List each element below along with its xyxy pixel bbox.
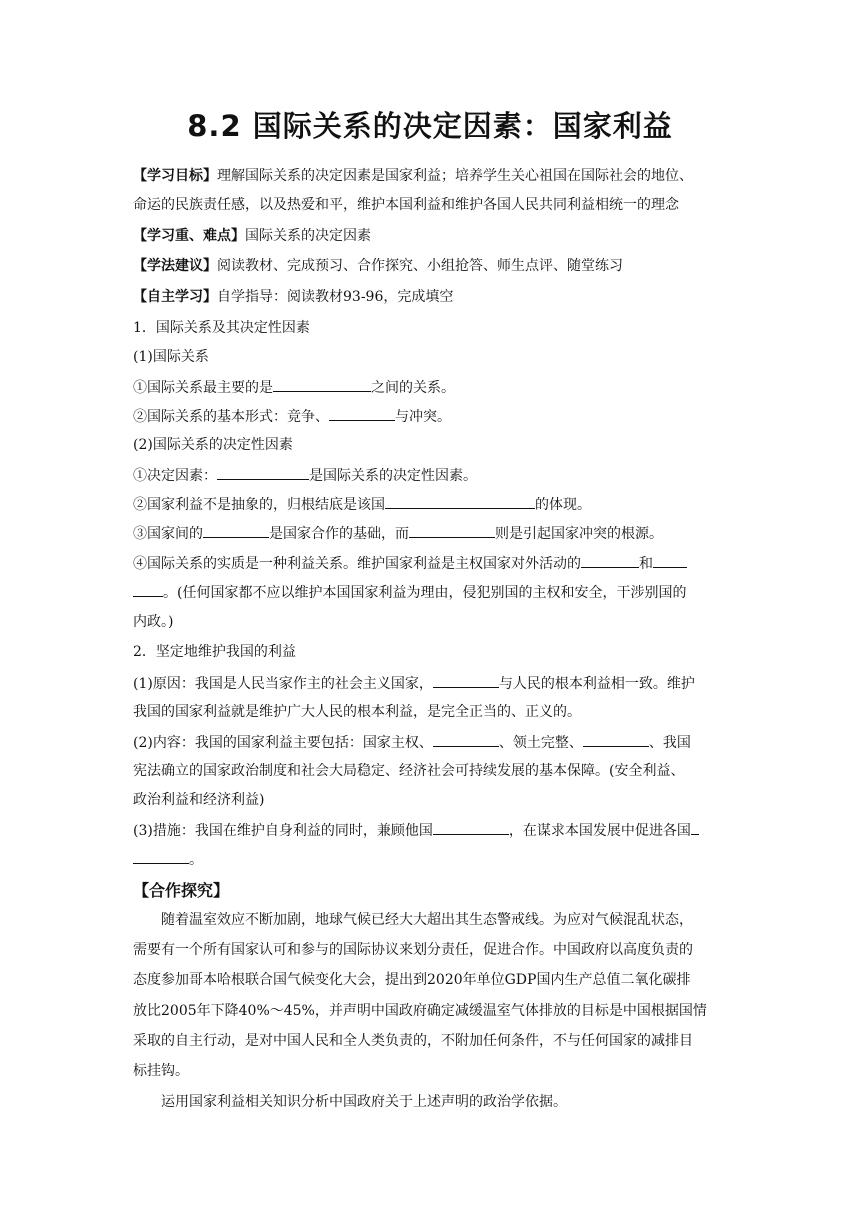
focus-label: 【学习重、难点】 bbox=[133, 228, 245, 244]
blank-13-part-2[interactable] bbox=[133, 849, 189, 864]
method-text: 阅读教材、完成预习、合作探究、小组抢答、师生点评、随堂练习 bbox=[217, 258, 623, 274]
method-line bbox=[133, 256, 733, 276]
content-text-d: 宪法确立的国家政治制度和社会大局稳定、经济社会可持续发展的基本保障。(安全利益、 bbox=[133, 763, 685, 779]
content-text-b: 、领土完整、 bbox=[498, 735, 583, 751]
blank-8-part-1[interactable] bbox=[653, 553, 687, 568]
item-6-text-c: 。(任何国家都不应以维护本国国家利益为理由，侵犯别国的主权和安全，干涉别国的 bbox=[163, 585, 687, 601]
content-text-e: 政治利益和经济利益) bbox=[133, 792, 265, 808]
reason-text-b: 与人民的根本利益相一致。维护 bbox=[498, 676, 695, 692]
item-2 bbox=[133, 406, 733, 427]
item-3 bbox=[133, 465, 733, 486]
goal-label: 【学习目标】 bbox=[133, 168, 217, 184]
item-2-text-b: 与冲突。 bbox=[395, 409, 451, 425]
section-1-sub-1: (1)国际关系 bbox=[133, 349, 209, 365]
item-1-text-b: 之间的关系。 bbox=[371, 380, 455, 396]
blank-3[interactable] bbox=[217, 465, 309, 480]
method-label: 【学法建议】 bbox=[133, 258, 217, 274]
coop-paragraph-line-2: 需要有一个所有国家认可和参与的国际协议来划分责任，促进合作。中国政府以高度负责的 bbox=[133, 942, 693, 958]
page-title: 8.2 国际关系的决定因素：国家利益 bbox=[187, 109, 673, 143]
item-4 bbox=[133, 494, 733, 515]
coop-label: 【合作探究】 bbox=[133, 881, 230, 900]
measure-text-c: 。 bbox=[189, 852, 203, 868]
content-line-1 bbox=[133, 732, 733, 753]
measure-line-2 bbox=[133, 849, 733, 870]
reason-text-a: (1)原因：我国是人民当家作主的社会主义国家， bbox=[133, 676, 433, 692]
blank-11[interactable] bbox=[583, 732, 649, 747]
coop-paragraph-line-4: 放比2005年下降40%～45%，并声明中国政府确定减缓温室气体排放的目标是中国根据国情 bbox=[133, 1003, 707, 1019]
item-2-text-a: ②国际关系的基本形式：竞争、 bbox=[133, 409, 329, 425]
item-3-text-b: 是国际关系的决定性因素。 bbox=[309, 468, 477, 484]
item-1-text-a: ①国际关系最主要的是 bbox=[133, 380, 273, 396]
self-study-label: 【自主学习】 bbox=[133, 289, 217, 305]
blank-13-part-1[interactable] bbox=[691, 820, 699, 835]
blank-12[interactable] bbox=[433, 820, 509, 835]
coop-paragraph-line-3: 态度参加哥本哈根联合国气候变化大会，提出到2020年单位GDP国内生产总值二氧化碳排 bbox=[133, 972, 691, 988]
goal-text-1: 理解国际关系的决定因素是国家利益；培养学生关心祖国在国际社会的地位、 bbox=[217, 168, 693, 184]
content-text-c: 、我国 bbox=[648, 735, 691, 751]
content-text-a: (2)内容：我国的国家利益主要包括：国家主权、 bbox=[133, 735, 433, 751]
item-6-text-d: 内政。) bbox=[133, 614, 174, 630]
item-3-text-a: ①决定因素： bbox=[133, 468, 217, 484]
goal-text-2: 命运的民族责任感，以及热爱和平，维护本国利益和维护各国人民共同利益相统一的理念 bbox=[133, 197, 679, 213]
goal-line-1 bbox=[133, 166, 733, 186]
reason-text-c: 我国的国家利益就是维护广大人民的根本利益，是完全正当的、正义的。 bbox=[133, 704, 581, 720]
item-4-text-a: ②国家利益不是抽象的，归根结底是该国 bbox=[133, 497, 385, 513]
coop-question: 运用国家利益相关知识分析中国政府关于上述声明的政治学依据。 bbox=[161, 1094, 567, 1110]
item-6-cont bbox=[133, 582, 733, 603]
blank-10[interactable] bbox=[433, 732, 499, 747]
self-study-text: 自学指导：阅读教材93-96，完成填空 bbox=[217, 289, 454, 305]
item-4-text-b: 的体现。 bbox=[535, 497, 591, 513]
blank-1[interactable] bbox=[273, 377, 371, 392]
focus-text: 国际关系的决定因素 bbox=[245, 228, 371, 244]
item-6-text-b: 和 bbox=[639, 556, 653, 572]
coop-paragraph-line-5: 采取的自主行动，是对中国人民和全人类负责的，不附加任何条件，不与任何国家的减排目 bbox=[133, 1033, 693, 1049]
measure-text-a: (3)措施：我国在维护自身利益的同时，兼顾他国 bbox=[133, 823, 433, 839]
section-1-heading: 1．国际关系及其决定性因素 bbox=[133, 320, 310, 336]
reason-line-1 bbox=[133, 673, 733, 694]
blank-2[interactable] bbox=[329, 406, 395, 421]
focus-line bbox=[133, 226, 733, 246]
item-6-text-a: ④国际关系的实质是一种利益关系。维护国家利益是主权国家对外活动的 bbox=[133, 556, 581, 572]
coop-paragraph-line-6: 标挂钩。 bbox=[133, 1063, 189, 1079]
item-5-text-c: 则是引起国家冲突的根源。 bbox=[495, 526, 663, 542]
blank-8-part-2[interactable] bbox=[133, 582, 163, 597]
blank-9[interactable] bbox=[433, 673, 499, 688]
section-2-heading: 2．坚定地维护我国的利益 bbox=[133, 644, 296, 660]
item-5-text-a: ③国家间的 bbox=[133, 526, 203, 542]
item-5 bbox=[133, 523, 733, 544]
item-5-text-b: 是国家合作的基础，而 bbox=[269, 526, 409, 542]
measure-text-b: ，在谋求本国发展中促进各国 bbox=[508, 823, 691, 839]
self-study-line bbox=[133, 287, 733, 307]
blank-5[interactable] bbox=[203, 523, 269, 538]
measure-line-1 bbox=[133, 820, 733, 841]
blank-6[interactable] bbox=[409, 523, 495, 538]
coop-paragraph-line-1: 随着温室效应不断加剧，地球气候已经大大超出其生态警戒线。为应对气候混乱状态， bbox=[161, 912, 693, 928]
blank-7[interactable] bbox=[581, 553, 639, 568]
section-1-sub-2: (2)国际关系的决定性因素 bbox=[133, 437, 293, 453]
item-6 bbox=[133, 553, 733, 574]
blank-4[interactable] bbox=[385, 494, 535, 509]
item-1 bbox=[133, 377, 733, 398]
